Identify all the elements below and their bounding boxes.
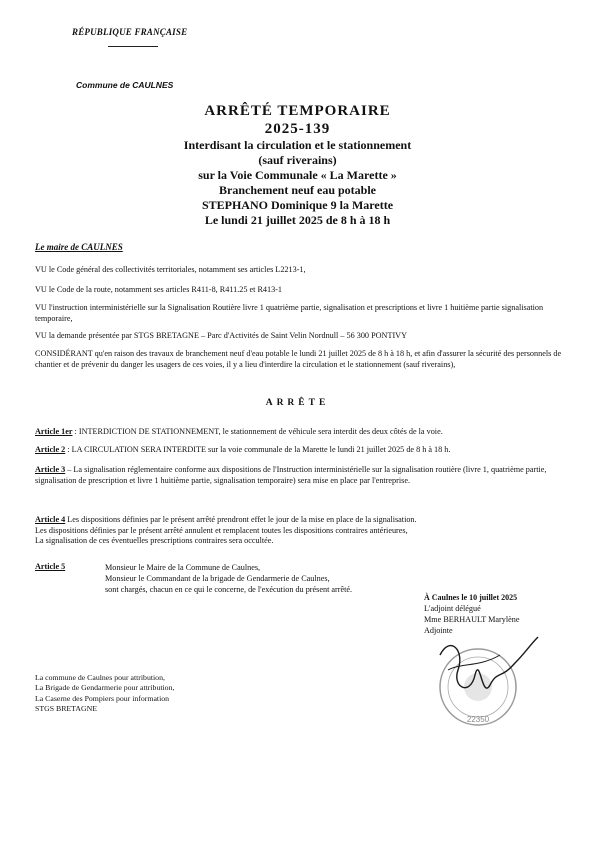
article-4-line-3: La signalisation de ces éventuelles prescriptions contraires sera occultée. [35, 536, 274, 545]
signature-role: L'adjoint délégué [424, 604, 481, 613]
signature-stamp-image [420, 625, 540, 735]
stamp-number: 22350 [466, 715, 490, 724]
decree-number: 2025-139 [264, 121, 331, 137]
signature-name: Mme BERHAULT Marylène [424, 615, 520, 624]
article-1-label: Article 1er [35, 427, 73, 436]
distribution-item: La Brigade de Gendarmerie pour attribution, [35, 683, 175, 693]
distribution-item: La Caserne des Pompiers pour information [35, 693, 170, 703]
decree-subject-1: Interdisant la circulation et le stationnement [183, 138, 412, 152]
closing-line-3: sont chargés, chacun en ce qui le concerne, de l'exécution du présent arrêté. [105, 585, 353, 594]
vu-instruction: VU l'instruction interministérielle sur la Signalisation Routière livre 1 quatrième partie, signalisation et prescriptions et livre 1 huitième partie signalisation temporaire, [35, 303, 544, 323]
distribution-list [35, 673, 174, 714]
article-2-label: Article 2 [35, 445, 66, 454]
signature-date: À Caulnes le 10 juillet 2025 [424, 593, 518, 602]
article-4 [35, 515, 565, 547]
decree-subject-5: STEPHANO Dominique 9 la Marette [201, 198, 394, 212]
vu-demande: VU la demande présentée par STGS BRETAGNE – Parc d'Activités de Saint Velin Nordnull – 56 300 PONTIVY [35, 331, 407, 340]
article-3 [35, 465, 565, 486]
decree-date: Le lundi 21 juillet 2025 de 8 h à 18 h [204, 213, 391, 227]
vu-cgct: VU le Code général des collectivités territoriales, notamment ses articles L2213-1, [35, 265, 306, 274]
execution-clause [105, 562, 352, 595]
article-4-line-2: Les dispositions définies par le présent arrêté annulent et remplacent toutes les dispositions contraires antérieures, [35, 525, 408, 535]
vu-code-route: VU le Code de la route, notamment ses articles R411-8, R411.25 et R413-1 [35, 285, 283, 294]
decree-subject-2: (sauf riverains) [258, 153, 337, 167]
distribution-item: La commune de Caulnes pour attribution, [35, 673, 165, 682]
article-4-line-1: Les dispositions définies par le présent arrêté prendront effet le jour de la mise en place de la signalisation. [65, 515, 417, 524]
maire-heading: Le maire de CAULNES [35, 242, 123, 252]
article-1-text: : INTERDICTION DE STATIONNEMENT, le stationnement de véhicule sera interdit des deux côtés de la voie. [72, 427, 443, 436]
article-4-label: Article 4 [35, 515, 66, 524]
republic-header: RÉPUBLIQUE FRANÇAISE [72, 27, 188, 37]
article-1 [35, 427, 565, 438]
commune-name: Commune de CAULNES [76, 80, 174, 90]
article-3-text: – La signalisation réglementaire conforme aux dispositions de l'Instruction interministérielle sur la signalisation routière (livre 1, quatrième partie, signalisation de prescription et livre 1 huitième partie, signalisation temporaire) sera mise en place par l'entreprise. [35, 465, 547, 485]
decree-title [0, 102, 595, 228]
decree-subject-3: sur la Voie Communale « La Marette » [198, 168, 397, 182]
article-2-text: : LA CIRCULATION SERA INTERDITE sur la voie communale de la Marette le lundi 21 juillet 2025 de 8 h à 18 h. [65, 445, 451, 454]
closing-line-2: Monsieur le Commandant de la brigade de Gendarmerie de Caulnes, [105, 574, 330, 583]
article-5-label: Article 5 [35, 562, 66, 571]
article-2 [35, 445, 565, 456]
header-divider [108, 46, 158, 47]
arrete-heading: ARRÊTE [265, 398, 330, 408]
considerant: CONSIDÉRANT qu'en raison des travaux de branchement neuf d'eau potable le lundi 21 juillet 2025 de 8 h à 18 h, et afin d'assurer la sécurité des personnels de chantier et de prévenir du danger les usagers de ces voies, il y a lieu d'interdire la circulation et le stationnement (sauf riverains), [35, 349, 562, 369]
distribution-item: STGS BRETAGNE [35, 703, 97, 713]
decree-subject-4: Branchement neuf eau potable [219, 183, 376, 197]
article-5 [35, 562, 95, 573]
decree-type: ARRÊTÉ TEMPORAIRE [204, 103, 391, 119]
closing-line-1: Monsieur le Maire de la Commune de Caulnes, [105, 563, 261, 572]
signature-title: Adjointe [424, 626, 453, 635]
article-3-label: Article 3 [35, 465, 66, 474]
